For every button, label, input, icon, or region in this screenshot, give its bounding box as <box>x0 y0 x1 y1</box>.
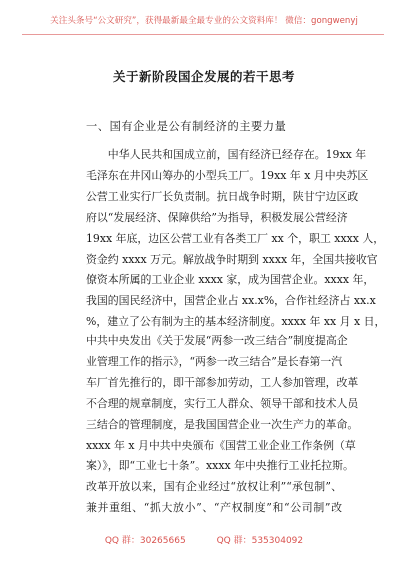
text-line: 业管理工作的指示》，“两参一改三结合”是长春第一汽 <box>86 354 343 368</box>
text-line: 中共中央发出《关于发展“两参一改三结合”制度提高企 <box>86 334 348 347</box>
footer <box>0 533 408 546</box>
text-line: 毛泽东在井冈山筹办的小型兵工厂。19xx 年 x 月中央苏区 <box>86 168 369 182</box>
footer-qq-group-1: QQ 群：30265665 <box>104 536 186 546</box>
text-line: 府以“发展经济、保障供给”为指导，积极发展公营经济 <box>86 210 348 224</box>
text-line: 资金约 xxxx 万元。解放战争时期到 xxxx 年，全国共接收官 <box>86 252 378 266</box>
text-line: 案）》，即“工业七十条”。xxxx 年中央推行工业托拉斯。 <box>86 459 354 473</box>
paragraph-1 <box>86 145 386 333</box>
text-line: 我国的国民经济中，国营企业占 xx.x%，合作社经济占 xx.x <box>86 294 376 308</box>
text-line: xxxx 年 x 月中共中央颁布《国营工业企业工作条例（草 <box>86 438 356 452</box>
header-banner: 关注头条号“公文研究”，获得最新最全最专业的公文资料库！ 微信：gongwenyj <box>50 16 358 26</box>
text-line: 不合理的规章制度，实行工人群众、领导干部和技术人员 <box>86 396 359 410</box>
text-line: 改革开放以来，国有企业经过“放权让利”“承包制”、 <box>86 480 342 494</box>
text-line: 车厂首先推行的，即干部参加劳动，工人参加管理，改革 <box>86 375 359 389</box>
text-line: 中华人民共和国成立前，国有经济已经存在。19xx 年 <box>107 148 367 161</box>
text-line: 僚资本所属的工业企业 xxxx 家，成为国营企业。xxxx 年， <box>86 273 375 287</box>
text-line: 兼并重组、“抓大放小”、“产权制度”和“公司制”改 <box>86 501 342 515</box>
text-line: %，建立了公有制为主的基本经济制度。xxxx 年 xx 月 x 日， <box>86 315 386 329</box>
section-heading: 一、国有企业是公有制经济的主要力量 <box>86 120 287 133</box>
text-line: 公营工业实行厂长负责制。抗日战争时期，陕甘宁边区政 <box>86 189 359 203</box>
text-line: 三结合的管理制度，是我国国营企业一次生产力的革命。 <box>86 417 359 431</box>
document-title: 关于新阶段国企发展的若干思考 <box>112 69 295 84</box>
text-line: 19xx 年底，边区公营工业有各类工厂 xx 个，职工 xxxx 人， <box>86 231 385 245</box>
header-divider <box>22 34 384 35</box>
footer-qq-group-2: QQ 群：535304092 <box>216 536 304 546</box>
paragraph-2 <box>86 331 359 519</box>
